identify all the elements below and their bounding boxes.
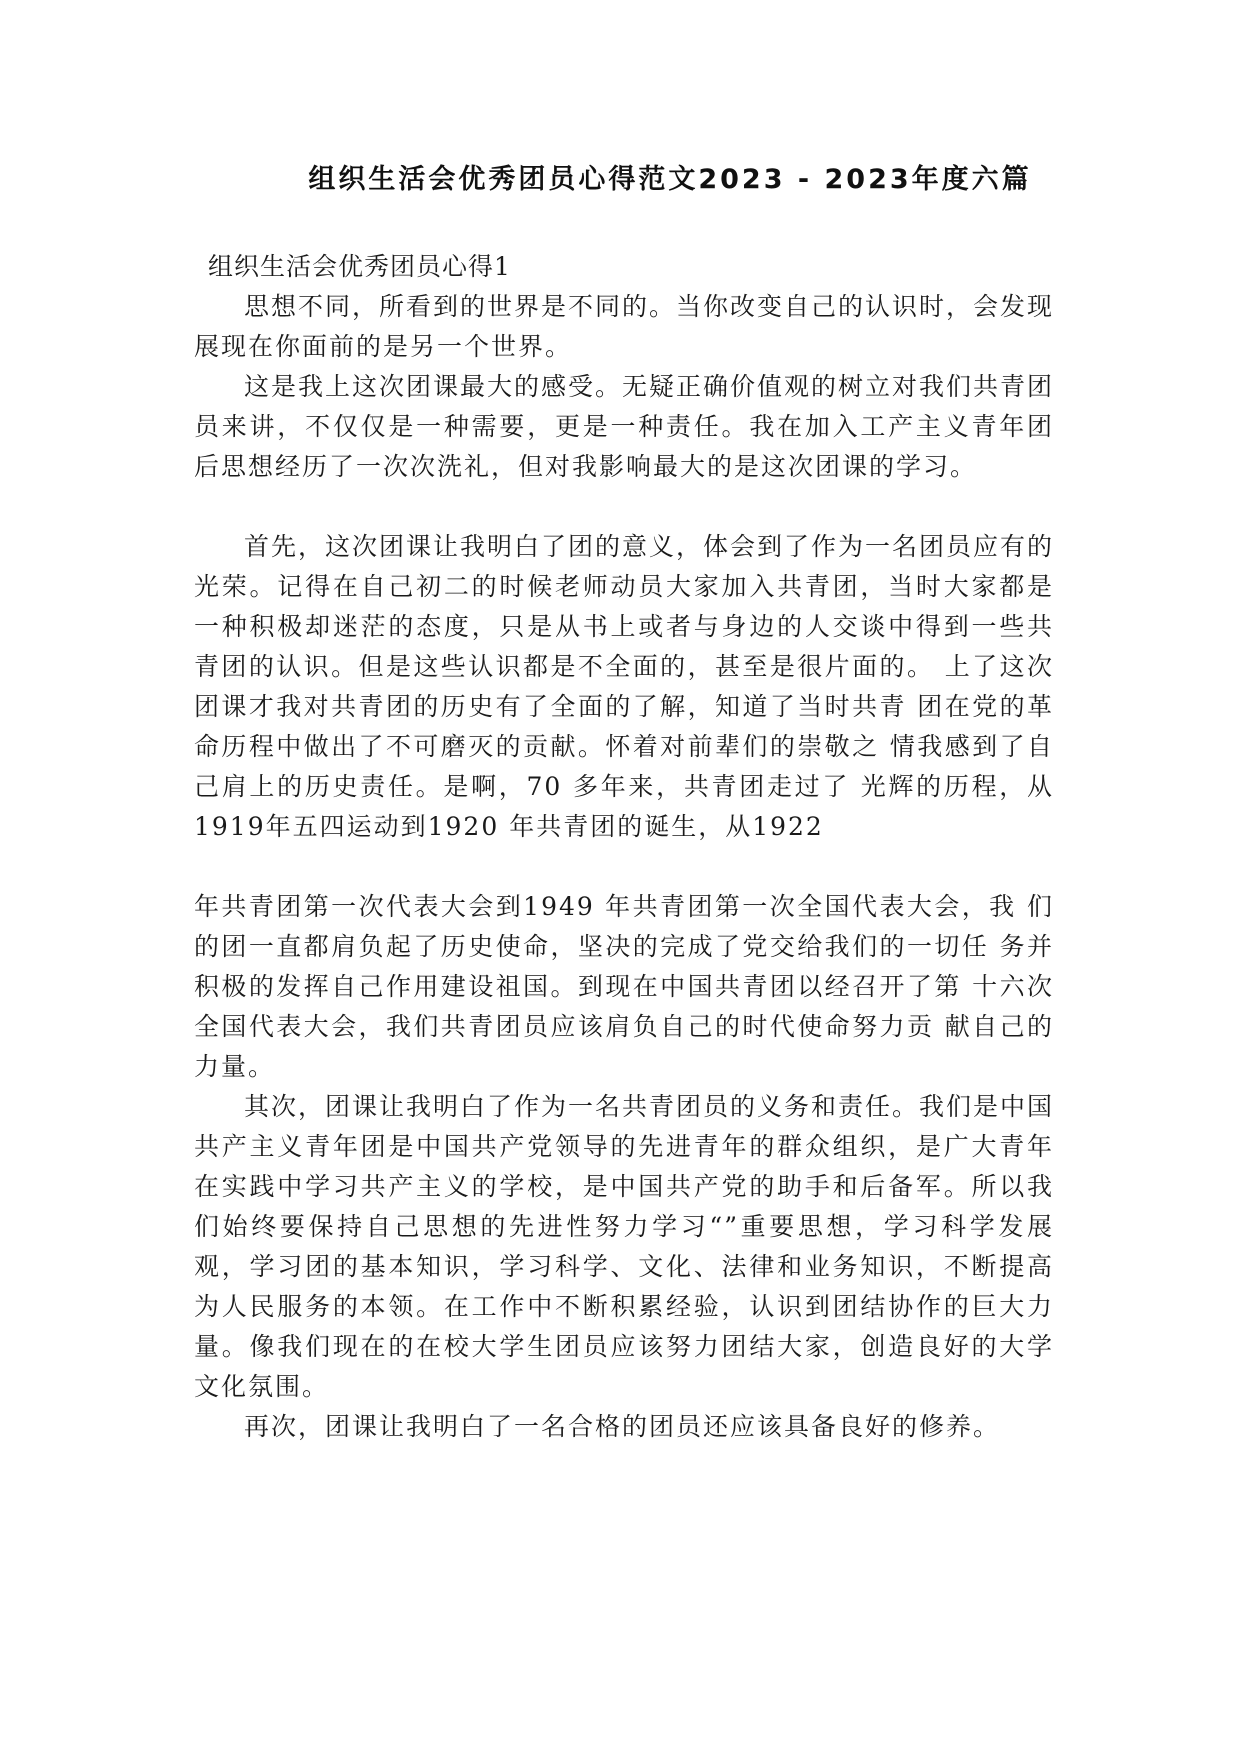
paragraph-1: 思想不同，所看到的世界是不同的。当你改变自己的认识时，会发现展现在你面前的是另一个世界。: [194, 292, 1055, 361]
paragraph-3: 首先，这次团课让我明白了团的意义，体会到了作为一名团员应有的光荣。记得在自己初二的时候老师动员大家加入共青团，当时大家都是一种积极却迷茫的态度，只是从书上或者与身边的人交谈中得到一些共青团的认识。但是这些认识都是不全面的，甚至是很片面的。 上了这次团课才我对共青团的历史有了全面的了解，知道了当时共青 团在党的革命历程中做出了不可磨灭的贡献。怀着对前辈们的崇敬之 情我感到了自己肩上的历史责任。是啊，70 多年来，共青团走过了 光辉的历程，从1919年五四运动到1920 年共青团的诞生，从1922: [194, 532, 1055, 841]
paragraph-2: 这是我上这次团课最大的感受。无疑正确价值观的树立对我们共青团员来讲，不仅仅是一种需要，更是一种责任。我在加入工产主义青年团后思想经历了一次次洗礼，但对我影响最大的是这次团课的学习。: [194, 372, 1055, 481]
document-title: 组织生活会优秀团员心得范文2023 - 2023年度六篇: [308, 164, 1032, 195]
paragraph-6: 再次，团课让我明白了一名合格的团员还应该具备良好的修养。: [244, 1412, 1001, 1441]
section-heading: 组织生活会优秀团员心得1: [208, 252, 511, 281]
paragraph-4: 年共青团第一次代表大会到1949 年共青团第一次全国代表大会，我 们的团一直都肩负起了历史使命，坚决的完成了党交给我们的一切任 务并积极的发挥自己作用建设祖国。到现在中国共青团以经召开了第 十六次全国代表大会，我们共青团员应该肩负自己的时代使命努力贡 献自己的力量。: [194, 892, 1054, 1081]
paragraph-5: 其次，团课让我明白了作为一名共青团员的义务和责任。我们是中国共产主义青年团是中国共产党领导的先进青年的群众组织，是广大青年在实践中学习共产主义的学校，是中国共产党的助手和后备军。所以我们始终要保持自己思想的先进性努力学习“”重要思想，学习科学发展观，学习团的基本知识，学习科学、文化、法律和业务知识，不断提高为人民服务的本领。在工作中不断积累经验，认识到团结协作的巨大力量。像我们现在的在校大学生团员应该努力团结大家，创造良好的大学文化氛围。: [194, 1092, 1055, 1401]
